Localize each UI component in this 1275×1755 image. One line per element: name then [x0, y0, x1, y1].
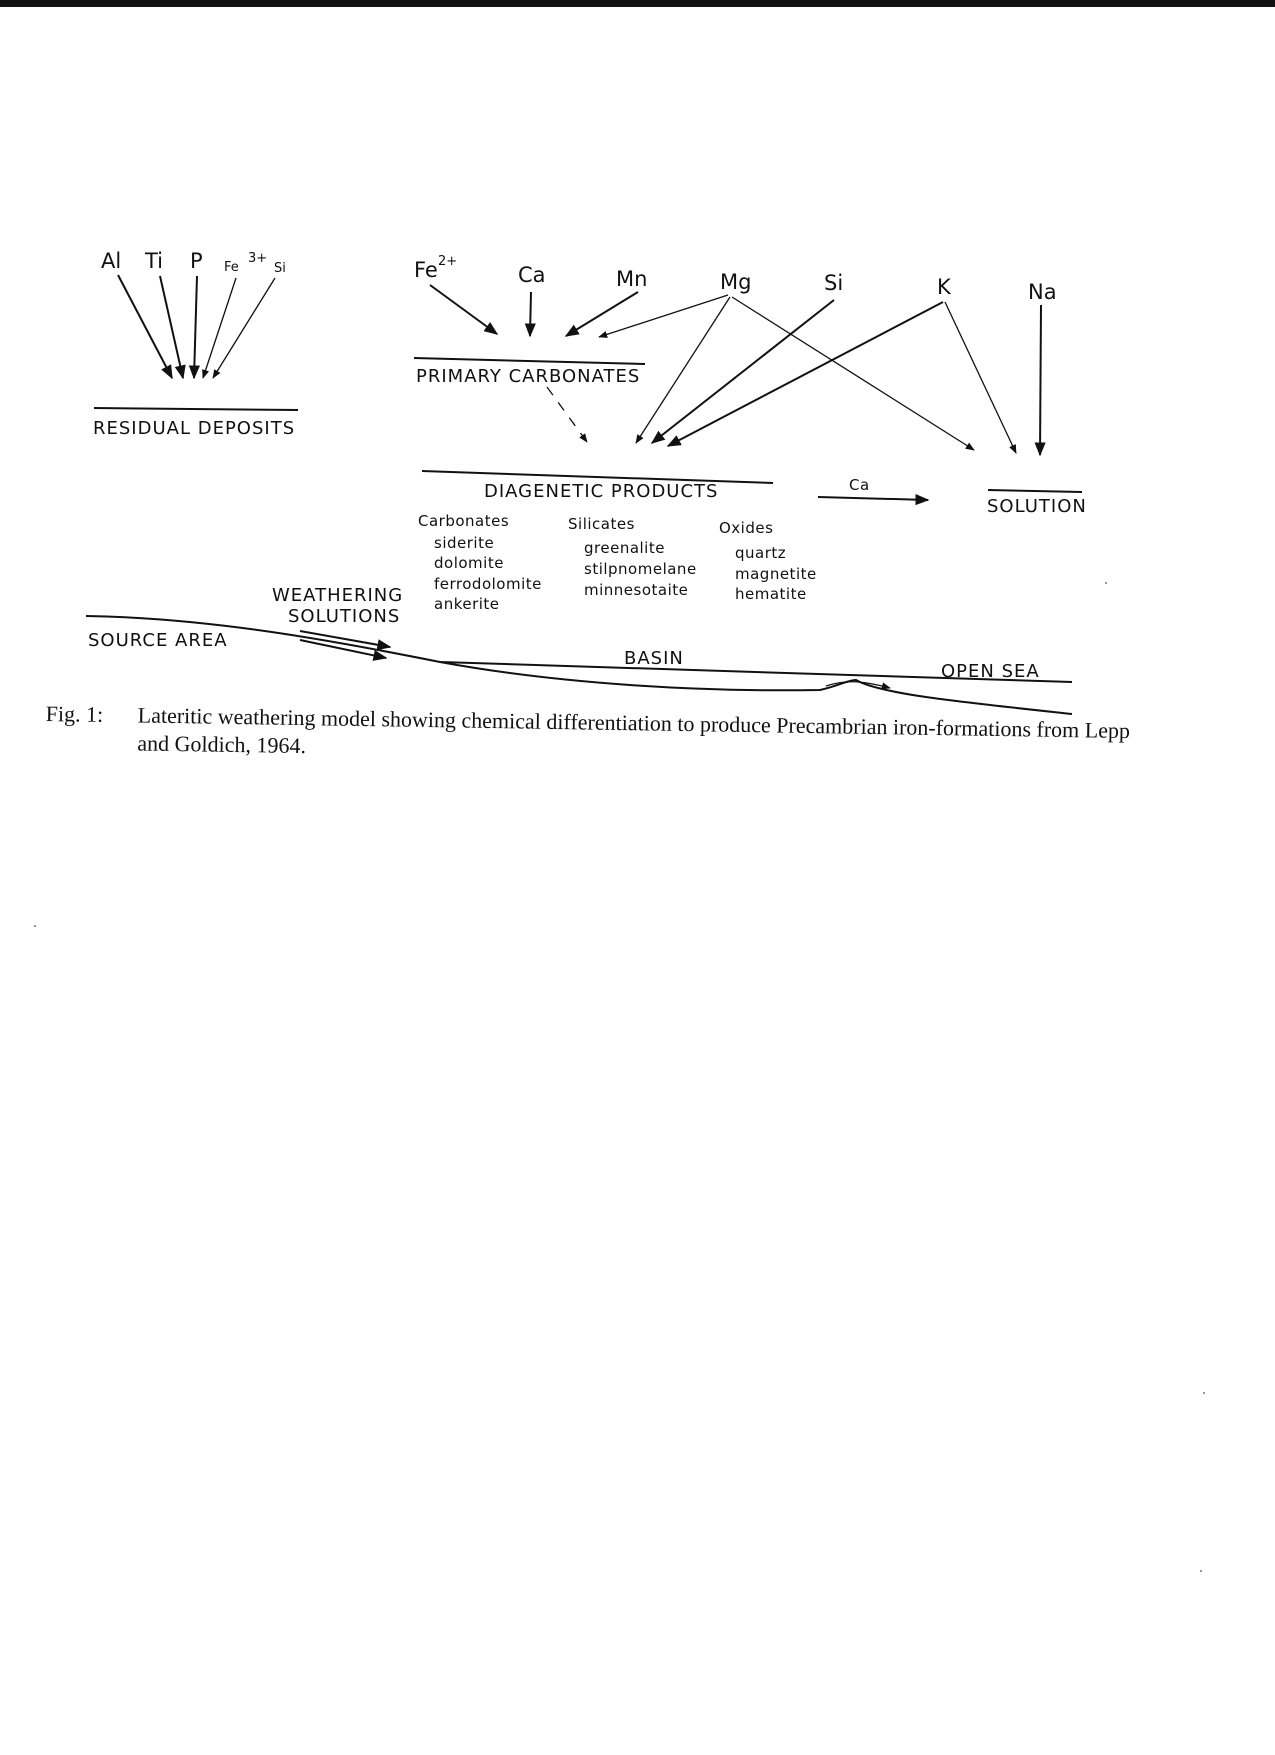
arrow-p-residual — [194, 276, 197, 378]
mineral-hematite: hematite — [735, 585, 807, 603]
arrow-mn-primary — [566, 292, 638, 336]
oxides-heading: Oxides — [719, 519, 774, 537]
element-ti: Ti — [145, 249, 164, 273]
mineral-siderite: siderite — [434, 534, 495, 552]
weathering-label: WEATHERING — [272, 585, 404, 606]
mineral-minnesotaite: minnesotaite — [584, 581, 689, 599]
solution-bar — [988, 490, 1082, 492]
element-fe2: Fe — [414, 258, 438, 282]
scan-speck — [1200, 1570, 1202, 1572]
diagenetic-products-label: DIAGENETIC PRODUCTS — [484, 481, 719, 502]
arrow-ca-to-solution — [818, 497, 928, 500]
open-sea-label: OPEN SEA — [941, 661, 1040, 682]
carbonates-heading: Carbonates — [418, 512, 510, 530]
mineral-ankerite: ankerite — [434, 595, 500, 613]
mineral-dolomite: dolomite — [434, 554, 504, 572]
arrow-si-residual — [213, 278, 275, 378]
basin-label: BASIN — [624, 648, 684, 669]
mineral-quartz: quartz — [735, 544, 787, 562]
primary-carbonates-bar — [414, 358, 645, 364]
element-si-left: Si — [274, 261, 286, 276]
element-fe3: Fe — [224, 260, 239, 275]
arrow-primary-to-diagenetic — [547, 387, 587, 442]
element-mn: Mn — [616, 267, 648, 291]
scan-speck — [1105, 582, 1107, 584]
solutions-label: SOLUTIONS — [288, 606, 401, 627]
caption-label: Fig. 1: — [45, 700, 104, 727]
element-mg: Mg — [720, 270, 752, 294]
arrow-si-diagenetic — [652, 300, 834, 443]
residual-deposits-bar — [94, 408, 298, 410]
ca-flux-label: Ca — [849, 476, 870, 494]
arrow-fe2-primary — [430, 285, 497, 334]
caption-text: Lateritic weathering model showing chemical differentiation to produce Precambrian iron-formations from Lepp and Goldich, 1964. — [137, 702, 1131, 759]
element-fe3-charge: 3+ — [248, 251, 268, 266]
silicates-heading: Silicates — [568, 515, 635, 533]
mineral-stilpnomelane: stilpnomelane — [584, 560, 697, 578]
arrow-mg-solution — [732, 297, 974, 450]
scan-speck — [1203, 1392, 1205, 1394]
element-ca: Ca — [518, 263, 546, 287]
element-si-right: Si — [824, 271, 844, 295]
mineral-greenalite: greenalite — [584, 539, 665, 557]
mineral-ferrodolomite: ferrodolomite — [434, 575, 542, 593]
element-na: Na — [1028, 280, 1057, 304]
source-area-label: SOURCE AREA — [88, 630, 228, 651]
arrow-ca-primary — [530, 292, 531, 336]
residual-deposits-label: RESIDUAL DEPOSITS — [93, 418, 296, 439]
mineral-magnetite: magnetite — [735, 565, 817, 583]
weathering-model-diagram — [0, 0, 1275, 760]
element-k: K — [937, 275, 951, 299]
element-p: P — [190, 249, 203, 273]
land-sea-surface — [86, 616, 1072, 682]
scan-speck — [34, 925, 36, 927]
primary-carbonates-label: PRIMARY CARBONATES — [416, 366, 641, 387]
element-fe2-charge: 2+ — [438, 254, 458, 269]
arrow-na-solution — [1040, 305, 1041, 455]
solution-label: SOLUTION — [987, 496, 1087, 517]
arrow-fe3-residual — [203, 278, 236, 378]
arrow-k-solution — [945, 302, 1016, 453]
element-al: Al — [101, 249, 122, 273]
